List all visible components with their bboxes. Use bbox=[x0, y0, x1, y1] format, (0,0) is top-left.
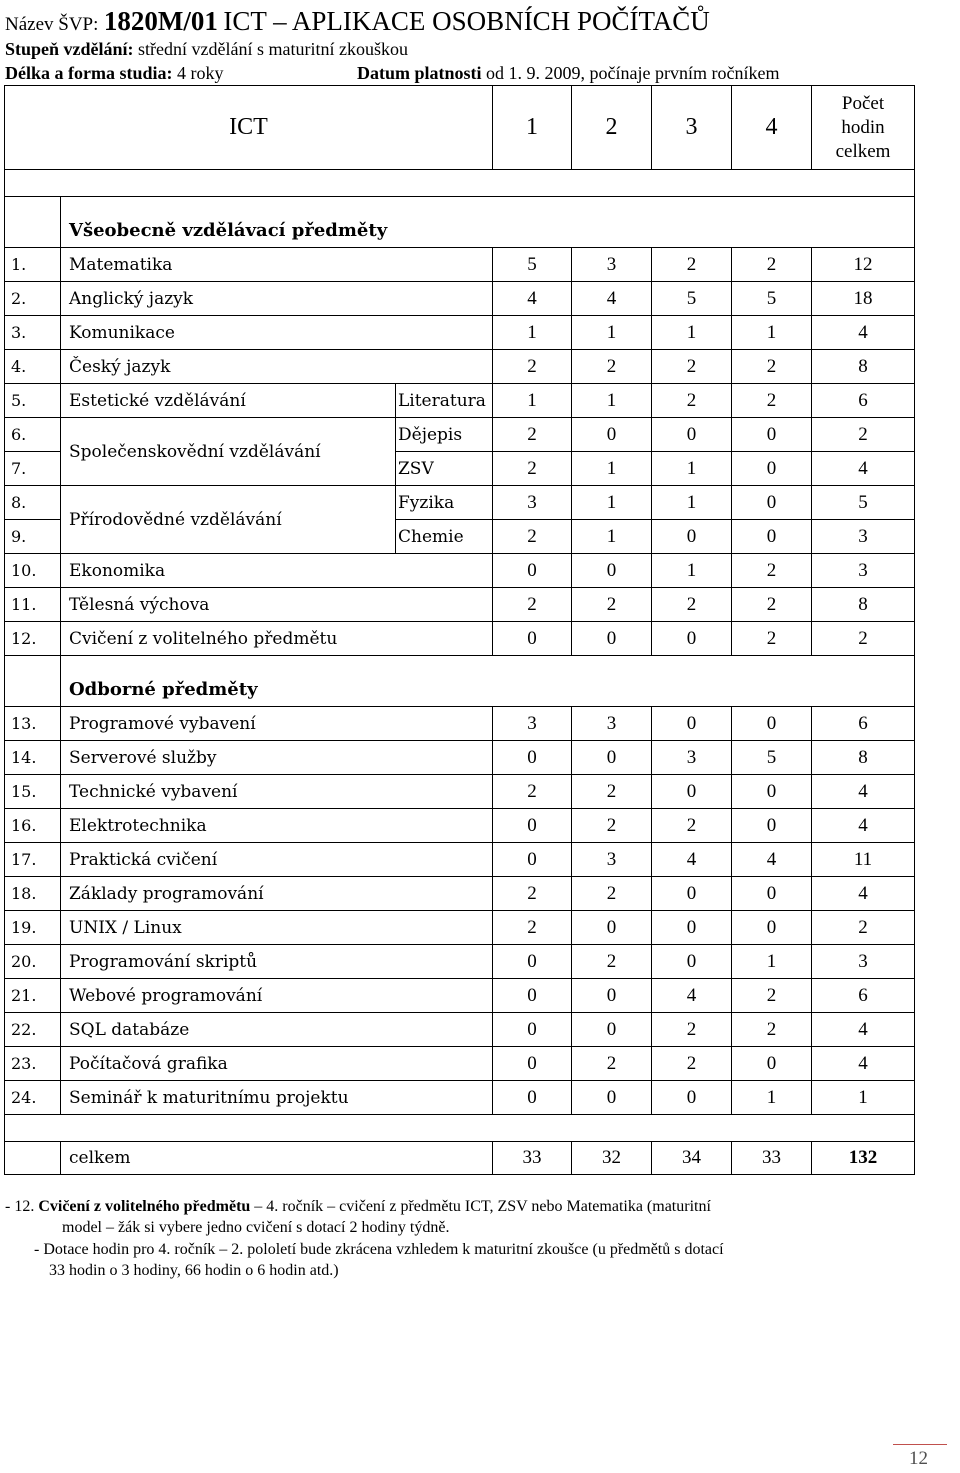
subject-name: Chemie bbox=[396, 520, 493, 554]
hours-total: 2 bbox=[812, 622, 915, 656]
curriculum-table bbox=[4, 85, 915, 1175]
hours-year-1: 1 bbox=[493, 384, 572, 418]
table-row bbox=[5, 622, 915, 656]
hours-year-3: 0 bbox=[652, 1081, 732, 1115]
total-year-3: 34 bbox=[652, 1142, 732, 1175]
subject-name: Cvičení z volitelného předmětu bbox=[61, 622, 493, 656]
hours-year-2: 3 bbox=[572, 707, 652, 741]
hours-year-2: 1 bbox=[572, 486, 652, 520]
total-year-2: 32 bbox=[572, 1142, 652, 1175]
year-4-header: 4 bbox=[732, 86, 812, 170]
hours-total: 4 bbox=[812, 316, 915, 350]
table-row bbox=[5, 809, 915, 843]
note-1-subject: Cvičení z volitelného předmětu bbox=[38, 1198, 251, 1215]
table-row bbox=[5, 775, 915, 809]
row-number: 8. bbox=[5, 486, 61, 520]
hours-year-3: 4 bbox=[652, 979, 732, 1013]
hours-year-1: 3 bbox=[493, 486, 572, 520]
subject-name: Matematika bbox=[61, 248, 493, 282]
hours-year-3: 2 bbox=[652, 384, 732, 418]
hours-year-3: 2 bbox=[652, 1047, 732, 1081]
hours-year-4: 2 bbox=[732, 384, 812, 418]
spacer-row bbox=[5, 170, 915, 197]
hours-year-3: 5 bbox=[652, 282, 732, 316]
hours-year-1: 2 bbox=[493, 588, 572, 622]
hours-year-3: 2 bbox=[652, 809, 732, 843]
hours-year-4: 0 bbox=[732, 1047, 812, 1081]
hours-year-4: 0 bbox=[732, 418, 812, 452]
row-number: 19. bbox=[5, 911, 61, 945]
page-number: 12 bbox=[909, 1448, 928, 1469]
table-row bbox=[5, 707, 915, 741]
hours-year-1: 2 bbox=[493, 775, 572, 809]
hours-year-1: 0 bbox=[493, 1047, 572, 1081]
subject-name: Serverové služby bbox=[61, 741, 493, 775]
hours-year-2: 0 bbox=[572, 1081, 652, 1115]
hours-year-3: 0 bbox=[652, 877, 732, 911]
hours-year-4: 2 bbox=[732, 554, 812, 588]
hours-year-3: 0 bbox=[652, 707, 732, 741]
subject-name: Základy programování bbox=[61, 877, 493, 911]
stupen-value: střední vzdělání s maturitní zkouškou bbox=[138, 39, 408, 59]
hours-year-2: 1 bbox=[572, 384, 652, 418]
hours-year-4: 0 bbox=[732, 452, 812, 486]
hours-year-2: 2 bbox=[572, 809, 652, 843]
grand-total: 132 bbox=[812, 1142, 915, 1175]
row-number: 20. bbox=[5, 945, 61, 979]
hours-year-2: 4 bbox=[572, 282, 652, 316]
hours-year-2: 0 bbox=[572, 418, 652, 452]
row-number: 11. bbox=[5, 588, 61, 622]
hours-total: 4 bbox=[812, 1013, 915, 1047]
hours-year-3: 0 bbox=[652, 622, 732, 656]
header-delka-line bbox=[5, 63, 945, 84]
row-number: 14. bbox=[5, 741, 61, 775]
table-row bbox=[5, 418, 915, 452]
ict-header: ICT bbox=[5, 86, 493, 170]
hours-year-4: 5 bbox=[732, 741, 812, 775]
hours-year-2: 0 bbox=[572, 979, 652, 1013]
hours-year-2: 2 bbox=[572, 1047, 652, 1081]
row-number: 7. bbox=[5, 452, 61, 486]
header-stupen-line bbox=[5, 39, 408, 60]
table-row bbox=[5, 741, 915, 775]
hours-year-4: 0 bbox=[732, 775, 812, 809]
row-number: 21. bbox=[5, 979, 61, 1013]
subject-name: Programování skriptů bbox=[61, 945, 493, 979]
year-1-header: 1 bbox=[493, 86, 572, 170]
table-row bbox=[5, 248, 915, 282]
datum-platnosti bbox=[357, 63, 779, 84]
hours-year-1: 2 bbox=[493, 418, 572, 452]
hours-year-1: 1 bbox=[493, 316, 572, 350]
hours-year-1: 4 bbox=[493, 282, 572, 316]
hours-total: 6 bbox=[812, 979, 915, 1013]
hours-total: 3 bbox=[812, 520, 915, 554]
note-1 bbox=[5, 1196, 905, 1217]
row-number: 3. bbox=[5, 316, 61, 350]
table-row bbox=[5, 316, 915, 350]
table-row bbox=[5, 1013, 915, 1047]
hours-year-2: 2 bbox=[572, 350, 652, 384]
program-title: ICT – APLIKACE OSOBNÍCH POČÍTAČŮ bbox=[223, 6, 710, 36]
row-number: 15. bbox=[5, 775, 61, 809]
table-row bbox=[5, 911, 915, 945]
hours-year-2: 2 bbox=[572, 877, 652, 911]
subject-area: Estetické vzdělávání bbox=[61, 384, 396, 418]
note-2: - Dotace hodin pro 4. ročník – 2. pololetí bude zkrácena vzhledem k maturitní zkoušce (u předmětů s dotací bbox=[34, 1241, 724, 1258]
note-1-text: – 4. ročník – cvičení z předmětu ICT, ZSV nebo Matematika (maturitní bbox=[254, 1198, 711, 1215]
row-number: 2. bbox=[5, 282, 61, 316]
hours-year-2: 0 bbox=[572, 1013, 652, 1047]
hours-year-2: 2 bbox=[572, 775, 652, 809]
hours-total: 4 bbox=[812, 452, 915, 486]
hours-total: 5 bbox=[812, 486, 915, 520]
nazev-label: Název ŠVP: bbox=[5, 14, 99, 35]
hours-total: 6 bbox=[812, 384, 915, 418]
hours-year-4: 2 bbox=[732, 350, 812, 384]
note-1-prefix: - 12. bbox=[5, 1198, 35, 1215]
hours-year-3: 0 bbox=[652, 775, 732, 809]
subject-name: Ekonomika bbox=[61, 554, 493, 588]
hours-year-1: 0 bbox=[493, 809, 572, 843]
hours-year-3: 2 bbox=[652, 588, 732, 622]
hours-year-4: 1 bbox=[732, 1081, 812, 1115]
row-number: 17. bbox=[5, 843, 61, 877]
hours-total: 18 bbox=[812, 282, 915, 316]
hours-year-2: 2 bbox=[572, 945, 652, 979]
hours-total: 8 bbox=[812, 588, 915, 622]
hours-year-2: 0 bbox=[572, 554, 652, 588]
hours-year-3: 0 bbox=[652, 945, 732, 979]
hours-year-4: 0 bbox=[732, 707, 812, 741]
subject-name: Praktická cvičení bbox=[61, 843, 493, 877]
spacer-row bbox=[5, 1115, 915, 1142]
table-row bbox=[5, 843, 915, 877]
subject-name: SQL databáze bbox=[61, 1013, 493, 1047]
table-row bbox=[5, 384, 915, 418]
subject-name: Technické vybavení bbox=[61, 775, 493, 809]
hours-year-4: 2 bbox=[732, 588, 812, 622]
hours-year-2: 3 bbox=[572, 843, 652, 877]
hours-year-1: 0 bbox=[493, 843, 572, 877]
subject-name: Český jazyk bbox=[61, 350, 493, 384]
hours-total: 8 bbox=[812, 741, 915, 775]
row-number: 5. bbox=[5, 384, 61, 418]
subject-name: Programové vybavení bbox=[61, 707, 493, 741]
hours-year-2: 1 bbox=[572, 316, 652, 350]
notes bbox=[5, 1196, 905, 1281]
hours-year-4: 0 bbox=[732, 809, 812, 843]
row-number: 4. bbox=[5, 350, 61, 384]
hours-year-3: 3 bbox=[652, 741, 732, 775]
total-hours-header bbox=[812, 86, 915, 170]
table-row bbox=[5, 877, 915, 911]
hours-total: 3 bbox=[812, 554, 915, 588]
hours-year-3: 0 bbox=[652, 911, 732, 945]
hours-year-3: 0 bbox=[652, 520, 732, 554]
table-row bbox=[5, 588, 915, 622]
row-number: 23. bbox=[5, 1047, 61, 1081]
table-header-row bbox=[5, 86, 915, 170]
table-row bbox=[5, 1047, 915, 1081]
hours-total: 4 bbox=[812, 877, 915, 911]
hours-year-4: 0 bbox=[732, 877, 812, 911]
hours-total: 3 bbox=[812, 945, 915, 979]
hours-year-3: 0 bbox=[652, 418, 732, 452]
row-number: 13. bbox=[5, 707, 61, 741]
hours-total: 2 bbox=[812, 418, 915, 452]
total-spacer-cell bbox=[5, 1142, 61, 1175]
hours-year-1: 2 bbox=[493, 452, 572, 486]
datum-label: Datum platnosti bbox=[357, 63, 482, 83]
row-number: 12. bbox=[5, 622, 61, 656]
hours-year-4: 2 bbox=[732, 248, 812, 282]
note-1-continuation: model – žák si vybere jedno cvičení s dotací 2 hodiny týdně. bbox=[62, 1219, 450, 1236]
hours-year-1: 0 bbox=[493, 945, 572, 979]
subject-name: ZSV bbox=[396, 452, 493, 486]
hours-year-4: 2 bbox=[732, 979, 812, 1013]
hours-year-2: 2 bbox=[572, 588, 652, 622]
hours-total: 2 bbox=[812, 911, 915, 945]
hours-year-2: 0 bbox=[572, 622, 652, 656]
hours-total: 4 bbox=[812, 1047, 915, 1081]
hours-year-3: 1 bbox=[652, 452, 732, 486]
hours-year-3: 1 bbox=[652, 554, 732, 588]
hours-year-1: 2 bbox=[493, 877, 572, 911]
hours-year-2: 3 bbox=[572, 248, 652, 282]
subject-name: Webové programování bbox=[61, 979, 493, 1013]
table-row bbox=[5, 979, 915, 1013]
subject-name: Komunikace bbox=[61, 316, 493, 350]
subject-name: Seminář k maturitnímu projektu bbox=[61, 1081, 493, 1115]
page-number-rule bbox=[893, 1444, 947, 1445]
section-spacer-cell bbox=[5, 197, 61, 248]
row-number: 9. bbox=[5, 520, 61, 554]
total-header-line-3: celkem bbox=[835, 140, 891, 162]
row-number: 6. bbox=[5, 418, 61, 452]
hours-year-3: 2 bbox=[652, 350, 732, 384]
subject-name: UNIX / Linux bbox=[61, 911, 493, 945]
table-row bbox=[5, 282, 915, 316]
hours-total: 4 bbox=[812, 775, 915, 809]
year-2-header: 2 bbox=[572, 86, 652, 170]
total-year-4: 33 bbox=[732, 1142, 812, 1175]
hours-year-1: 3 bbox=[493, 707, 572, 741]
total-label: celkem bbox=[61, 1142, 493, 1175]
row-number: 16. bbox=[5, 809, 61, 843]
hours-year-2: 0 bbox=[572, 741, 652, 775]
hours-total: 8 bbox=[812, 350, 915, 384]
hours-year-3: 2 bbox=[652, 248, 732, 282]
hours-year-4: 0 bbox=[732, 911, 812, 945]
hours-total: 11 bbox=[812, 843, 915, 877]
hours-year-3: 1 bbox=[652, 316, 732, 350]
note-2-continuation: 33 hodin o 3 hodiny, 66 hodin o 6 hodin atd.) bbox=[49, 1262, 339, 1279]
section-vocational-row bbox=[5, 656, 915, 707]
spacer-cell bbox=[5, 1115, 915, 1142]
section-general-row bbox=[5, 197, 915, 248]
delka-value: 4 roky bbox=[177, 63, 224, 83]
hours-year-3: 1 bbox=[652, 486, 732, 520]
subject-name: Anglický jazyk bbox=[61, 282, 493, 316]
program-code: 1820M/01 bbox=[103, 6, 218, 36]
year-3-header: 3 bbox=[652, 86, 732, 170]
row-number: 22. bbox=[5, 1013, 61, 1047]
subject-name: Elektrotechnika bbox=[61, 809, 493, 843]
hours-year-3: 2 bbox=[652, 1013, 732, 1047]
hours-year-4: 0 bbox=[732, 486, 812, 520]
hours-total: 12 bbox=[812, 248, 915, 282]
hours-year-4: 2 bbox=[732, 1013, 812, 1047]
hours-year-4: 5 bbox=[732, 282, 812, 316]
subject-name: Tělesná výchova bbox=[61, 588, 493, 622]
hours-year-2: 0 bbox=[572, 911, 652, 945]
row-number: 24. bbox=[5, 1081, 61, 1115]
hours-year-4: 4 bbox=[732, 843, 812, 877]
table-row bbox=[5, 1081, 915, 1115]
datum-value: od 1. 9. 2009, počínaje prvním ročníkem bbox=[486, 63, 780, 83]
subject-name: Dějepis bbox=[396, 418, 493, 452]
hours-year-1: 0 bbox=[493, 622, 572, 656]
hours-year-1: 0 bbox=[493, 1081, 572, 1115]
table-row bbox=[5, 945, 915, 979]
total-header-line-1: Počet bbox=[841, 92, 885, 114]
hours-year-1: 5 bbox=[493, 248, 572, 282]
total-year-1: 33 bbox=[493, 1142, 572, 1175]
table-row bbox=[5, 554, 915, 588]
total-row bbox=[5, 1142, 915, 1175]
hours-year-1: 0 bbox=[493, 1013, 572, 1047]
hours-year-4: 2 bbox=[732, 622, 812, 656]
subject-name: Počítačová grafika bbox=[61, 1047, 493, 1081]
stupen-label: Stupeň vzdělání: bbox=[5, 39, 134, 59]
hours-year-1: 2 bbox=[493, 911, 572, 945]
hours-year-2: 1 bbox=[572, 452, 652, 486]
hours-year-3: 4 bbox=[652, 843, 732, 877]
hours-year-1: 2 bbox=[493, 520, 572, 554]
hours-total: 4 bbox=[812, 809, 915, 843]
subject-area: Společenskovědní vzdělávání bbox=[61, 418, 396, 486]
hours-total: 1 bbox=[812, 1081, 915, 1115]
row-number: 1. bbox=[5, 248, 61, 282]
subject-name: Literatura bbox=[396, 384, 493, 418]
hours-total: 6 bbox=[812, 707, 915, 741]
delka-label: Délka a forma studia: bbox=[5, 63, 173, 83]
section-vocational: Odborné předměty bbox=[61, 656, 915, 707]
row-number: 18. bbox=[5, 877, 61, 911]
hours-year-4: 0 bbox=[732, 520, 812, 554]
subject-area: Přírodovědné vzdělávání bbox=[61, 486, 396, 554]
hours-year-1: 2 bbox=[493, 350, 572, 384]
section-general: Všeobecně vzdělávací předměty bbox=[61, 197, 915, 248]
subject-name: Fyzika bbox=[396, 486, 493, 520]
hours-year-1: 0 bbox=[493, 979, 572, 1013]
table-row bbox=[5, 486, 915, 520]
header-title-line bbox=[5, 6, 710, 37]
hours-year-4: 1 bbox=[732, 316, 812, 350]
row-number: 10. bbox=[5, 554, 61, 588]
hours-year-2: 1 bbox=[572, 520, 652, 554]
section-spacer-cell bbox=[5, 656, 61, 707]
table-row bbox=[5, 350, 915, 384]
hours-year-1: 0 bbox=[493, 554, 572, 588]
hours-year-4: 1 bbox=[732, 945, 812, 979]
hours-year-1: 0 bbox=[493, 741, 572, 775]
total-header-line-2: hodin bbox=[841, 116, 885, 138]
